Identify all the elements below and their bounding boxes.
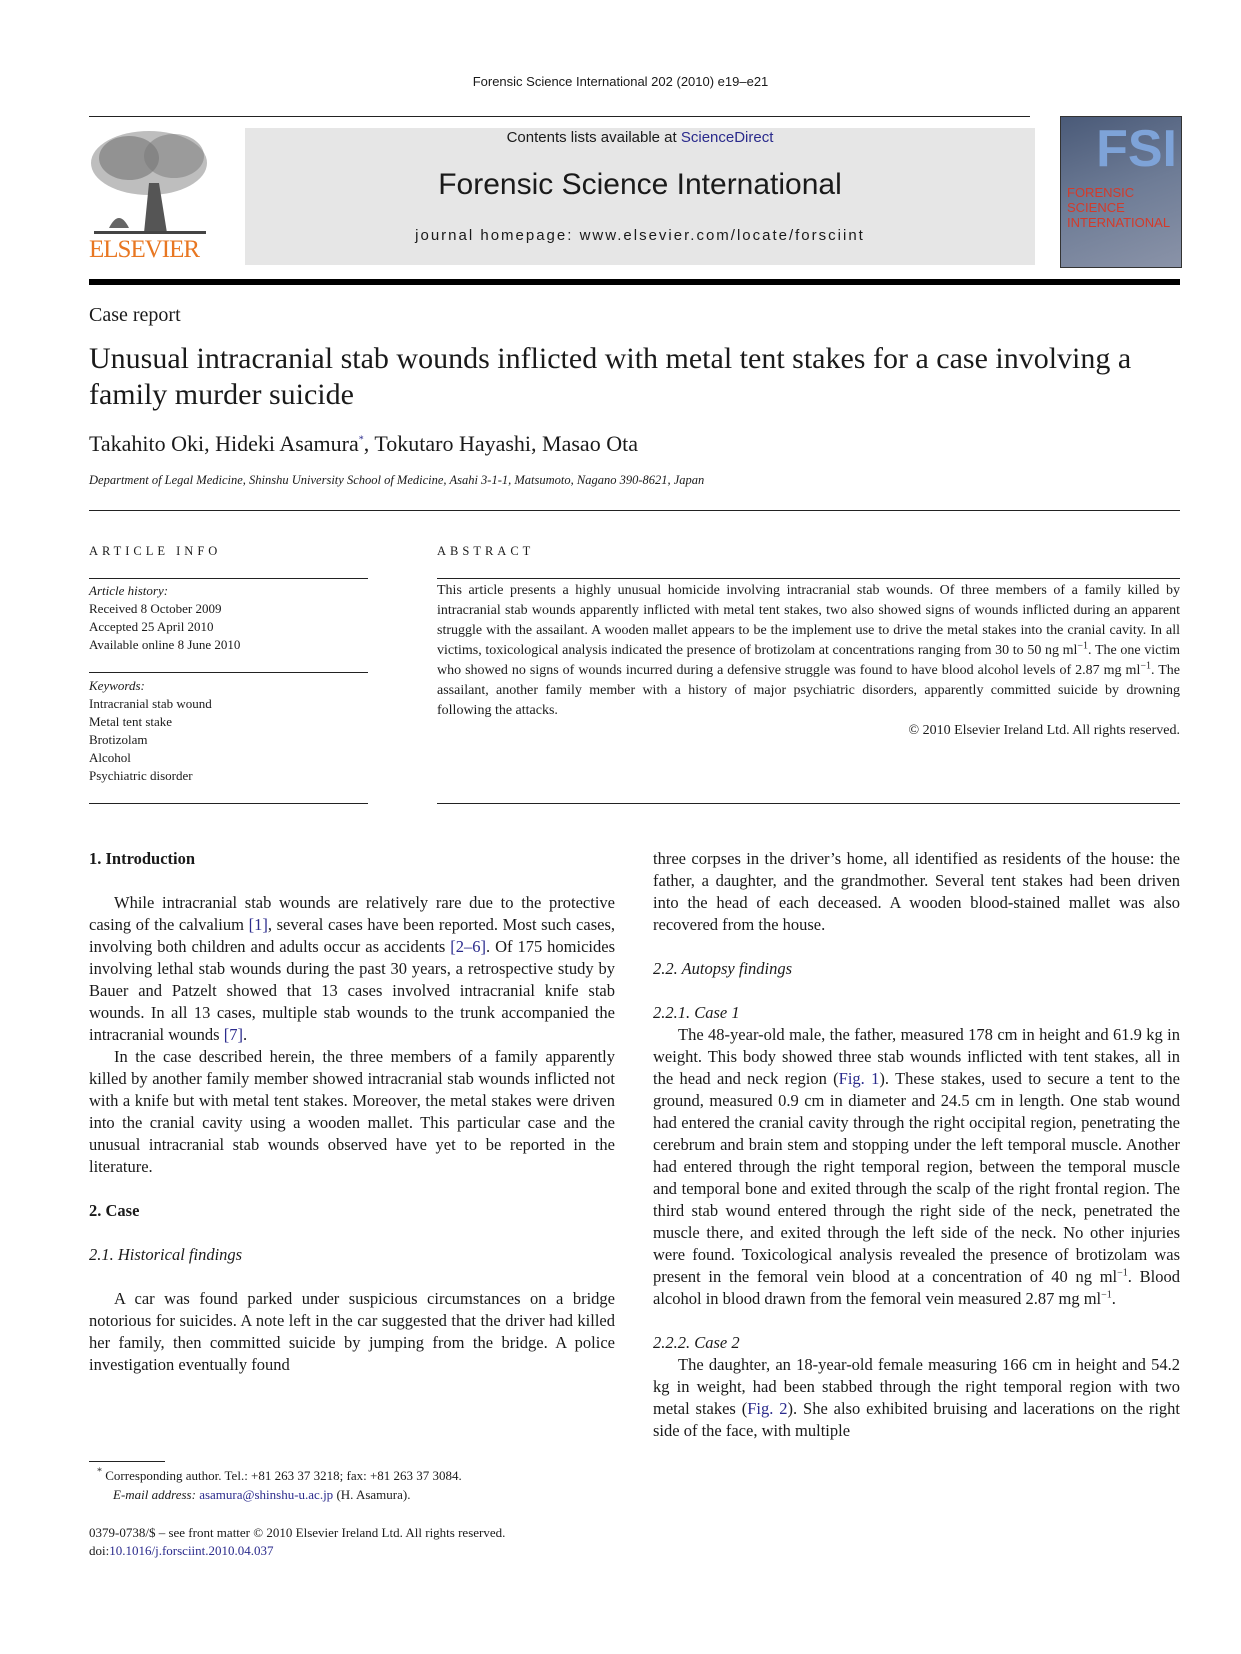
text: . (1111, 1289, 1116, 1308)
history-label: Article history: (89, 583, 169, 598)
citation-link[interactable]: [1] (248, 915, 268, 934)
subsection-heading-historical: 2.1. Historical findings (89, 1245, 243, 1264)
subsection-heading-case2: 2.2.2. Case 2 (653, 1333, 740, 1352)
paragraph: A car was found parked under suspicious circumstances on a bridge notorious for suicides. A note left in the car suggested that the driver had killed her family, then committed suicide by jumping from the bridge. A police investigation eventually found (89, 1289, 615, 1374)
superscript: −1 (1101, 1289, 1112, 1301)
email-suffix: (H. Asamura). (333, 1487, 411, 1502)
footnote (89, 1466, 615, 1504)
abstract-part: . The one victim who showed no signs of wounds incurred during a defensive struggle was found to have blood alcohol levels of 2.87 mg ml (437, 643, 1180, 678)
subsection-heading-autopsy: 2.2. Autopsy findings (653, 959, 793, 978)
figure-link[interactable]: Fig. 1 (838, 1069, 880, 1088)
abstract-part: . The assailant, another family member with a history of major psychiatric disorders, apparently committed suicide by drowning following the attacks. (437, 663, 1180, 718)
text: The 48-year-old male, the father, measured 178 cm in height and 61.9 kg in weight. This body showed three stab wounds inflicted with tent stakes, all in the head and neck region ( (653, 1025, 1180, 1088)
superscript: −1 (1117, 1267, 1128, 1279)
divider (89, 803, 368, 804)
text: , several cases have been reported. Most such cases, involving both children and adults occur as accidents (89, 915, 615, 956)
section-heading-case: 2. Case (89, 1201, 140, 1220)
running-header: Forensic Science International 202 (2010) e19–e21 (472, 74, 769, 89)
subsection-heading-case1: 2.2.1. Case 1 (653, 1003, 740, 1022)
paragraph (653, 1024, 1180, 1310)
authors-rest: , Tokutaro Hayashi, Masao Ota (363, 431, 638, 456)
abstract-heading: ABSTRACT (437, 544, 535, 558)
keyword: Intracranial stab wound (89, 696, 212, 711)
authors-first: Takahito Oki, Hideki Asamura (89, 431, 359, 456)
email-link[interactable]: asamura@shinshu-u.ac.jp (199, 1487, 334, 1502)
footnote-mark: * (97, 1466, 102, 1478)
text: . Of 175 homicides involving lethal stab wounds during the past 30 years, a retrospective study by Bauer and Patzelt showed that 13 cases involved intracranial knife stab wounds. In all 13 cases, multiple stab wounds to the trunk accompanied the intracranial wounds (89, 937, 615, 1044)
figure-link[interactable]: Fig. 2 (747, 1399, 788, 1418)
footnote-text: Corresponding author. Tel.: +81 263 37 3218; fax: +81 263 37 3084. (105, 1468, 462, 1483)
history-accepted: Accepted 25 April 2010 (89, 619, 214, 634)
journal-cover-image (1060, 116, 1182, 268)
divider (89, 578, 368, 579)
contents-line (245, 129, 1035, 146)
paragraph (653, 1354, 1180, 1442)
keyword: Metal tent stake (89, 714, 173, 729)
journal-homepage[interactable]: journal homepage: www.elsevier.com/locate/forsciint (415, 227, 865, 244)
text: . (242, 1025, 248, 1044)
history-online: Available online 8 June 2010 (89, 637, 241, 652)
text: . Blood alcohol in blood drawn from the femoral vein measured 2.87 mg ml (653, 1267, 1180, 1308)
paragraph (89, 892, 615, 1046)
keyword: Alcohol (89, 750, 131, 765)
text: The daughter, an 18-year-old female measuring 166 cm in height and 54.2 kg in weight, had been stabbed through the right temporal region with two metal stakes ( (653, 1355, 1180, 1418)
left-column (89, 848, 615, 1376)
cover-title: FORENSIC SCIENCE INTERNATIONAL (1067, 185, 1171, 230)
right-column (653, 848, 1180, 1442)
article-type: Case report (89, 304, 181, 326)
text: ). She also exhibited bruising and lacerations on the right side of the face, with multiple (653, 1399, 1180, 1440)
citation-link[interactable]: [7] (223, 1025, 243, 1044)
elsevier-logo (89, 128, 215, 270)
superscript: −1 (1140, 660, 1151, 672)
abstract-text (437, 581, 1180, 741)
contents-prefix: Contents lists available at (506, 129, 681, 146)
citation-link[interactable]: [2–6] (450, 937, 487, 956)
email-label: E-mail address: (113, 1487, 200, 1502)
footnote-rule (89, 1461, 165, 1462)
section-heading-introduction: 1. Introduction (89, 849, 196, 868)
divider (89, 672, 368, 673)
divider (437, 803, 1180, 804)
superscript: −1 (1077, 640, 1089, 652)
keyword: Brotizolam (89, 732, 148, 747)
keywords-label: Keywords: (89, 678, 145, 693)
divider (89, 510, 1180, 511)
divider (89, 116, 1030, 117)
text: ). These stakes, used to secure a tent to the ground, measured 0.9 cm in diameter and 24.5 cm in length. One stab wound had entered the cranial cavity through the right occipital region, penetrating the cerebrum and brain stem and stopping under the left temporal muscle. Another had entered through the right temporal region, between the temporal muscle and temporal bone and exited through the scalp of the right frontal region. The third stab wound entered through the right side of the neck, penetrated the muscle there, and exited through the left side of the neck. No other injuries were found. Toxicological analysis revealed the presence of brotizolam was present in the femoral vein blood at a concentration of 40 ng ml (653, 1069, 1180, 1286)
copyright: © 2010 Elsevier Ireland Ltd. All rights reserved. (908, 723, 1180, 738)
abstract-part: This article presents a highly unusual homicide involving intracranial stab wounds. Of three members of a family killed by intracranial stab wounds apparently inflicted with metal tent stakes, two also showed signs of wounds inflicted during an apparent struggle with the assailant. A wooden mallet appears to be the implement use to drive the metal stakes into the cranial cavity. In all victims, toxicological analysis indicated the presence of brotizolam at concentrations ranging from 30 to 50 ng ml (437, 583, 1180, 658)
elsevier-tree-icon (89, 128, 211, 236)
paragraph: In the case described herein, the three members of a family apparently killed by another family member showed intracranial stab wounds inflicted not with a knife but with metal tent stakes. Moreover, the metal stakes were driven into the cranial cavity using a wooden mallet. This particular case and the unusual intracranial stab wounds observed have yet to be reported in the literature. (89, 1047, 615, 1176)
header-rule (89, 279, 1180, 285)
publisher-name: ELSEVIER (89, 236, 200, 263)
keyword: Psychiatric disorder (89, 768, 193, 783)
affiliation: Department of Legal Medicine, Shinshu University School of Medicine, Asahi 3-1-1, Matsumoto, Nagano 390-8621, Japan (89, 473, 705, 487)
text: While intracranial stab wounds are relatively rare due to the protective casing of the calvalium (89, 893, 615, 934)
paragraph: three corpses in the driver’s home, all identified as residents of the house: the father, a daughter, and the grandmother. Several tent stakes had been driven into the head of each deceased. A wooden blood-stained mallet was also recovered from the house. (653, 849, 1180, 934)
article-history (89, 582, 368, 654)
cover-letters: FSI (1096, 120, 1177, 178)
journal-banner (245, 128, 1035, 265)
divider (437, 578, 1180, 579)
history-received: Received 8 October 2009 (89, 601, 222, 616)
article-info-heading: ARTICLE INFO (89, 544, 222, 558)
front-matter (89, 1524, 649, 1560)
authors (89, 431, 638, 457)
article-title: Unusual intracranial stab wounds inflicted with metal tent stakes for a case involving a family murder suicide (89, 342, 1132, 411)
issn-line: 0379-0738/$ – see front matter © 2010 Elsevier Ireland Ltd. All rights reserved. (89, 1525, 506, 1540)
keywords (89, 677, 368, 785)
doi-link[interactable]: 10.1016/j.forsciint.2010.04.037 (109, 1543, 274, 1558)
sciencedirect-link[interactable]: ScienceDirect (680, 129, 774, 146)
doi-label: doi: (89, 1543, 110, 1558)
journal-title: Forensic Science International (438, 168, 842, 201)
corresponding-author-mark[interactable]: * (358, 434, 364, 446)
